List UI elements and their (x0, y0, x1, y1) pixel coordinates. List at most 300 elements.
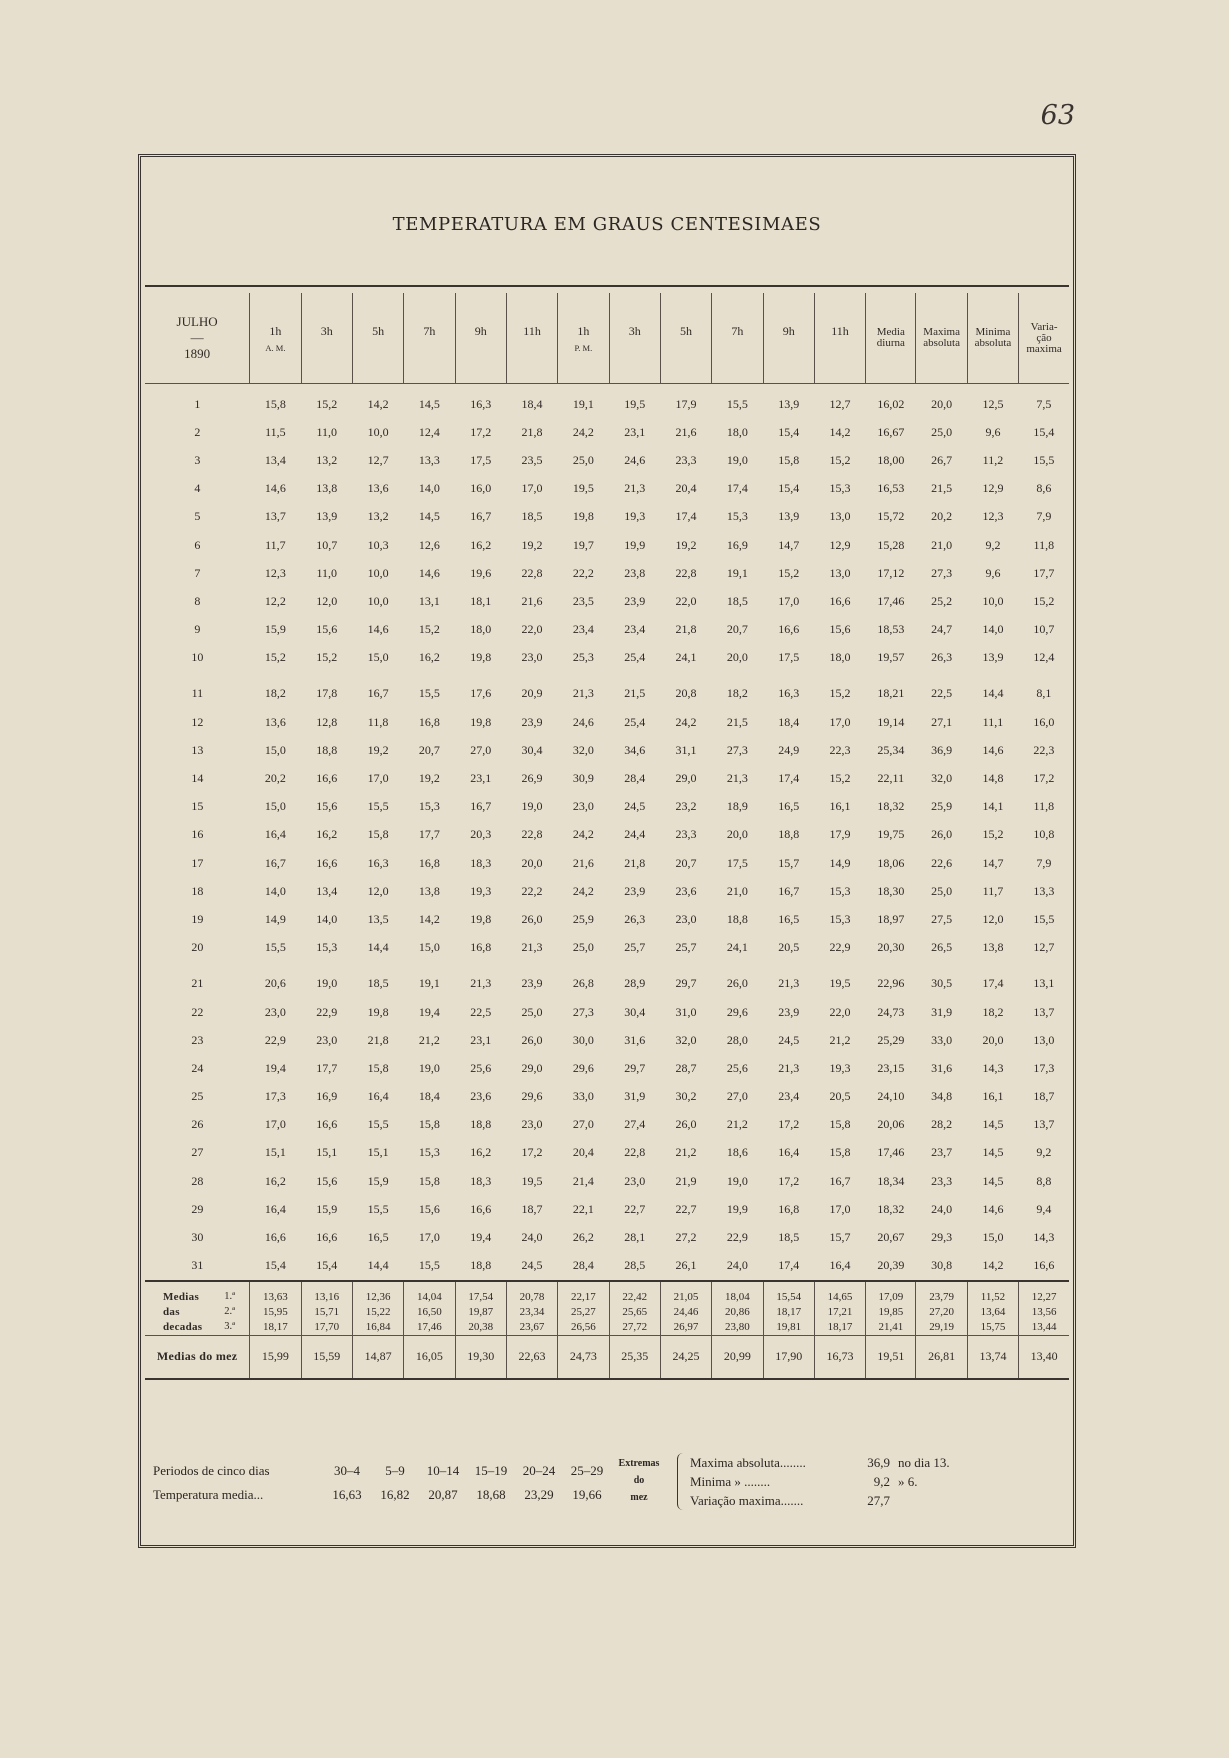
table-row (145, 934, 1069, 962)
decade-mean-cell: 18,17 (763, 1305, 814, 1320)
temperature-cell: 9,2 (985, 537, 1001, 552)
decade-mean-cell: 15,95 (263, 1306, 288, 1319)
temperature-cell: 20,7 (726, 622, 748, 637)
temperature-cell: 15,6 (316, 799, 338, 814)
month-mean-cell: 20,99 (712, 1335, 763, 1379)
temperature-cell: 25,34 (877, 742, 905, 757)
temperature-cell: 21,5 (726, 714, 748, 729)
temperature-cell: 12,8 (316, 714, 338, 729)
temperature-cell: 23,5 (521, 452, 543, 467)
temperature-cell: 30,8 (931, 1258, 953, 1273)
temperature-cell: 16,7 (829, 1173, 851, 1188)
temperature-cell: 13,0 (829, 565, 851, 580)
temperature-cell: 16,67 (877, 424, 905, 439)
temperature-cell: 17,2 (778, 1117, 800, 1132)
temperature-cell: 17,4 (778, 1258, 800, 1273)
hour-sub: P. M. (574, 342, 593, 353)
temperature-cell: 30,9 (572, 771, 594, 786)
temperature-cell: 15,72 (877, 509, 905, 524)
temperature-cell: 16,2 (418, 650, 440, 665)
table-row (145, 1139, 1069, 1167)
decade-mean-cell: 17,21 (814, 1305, 865, 1320)
month-mean-cell: 14,87 (352, 1335, 403, 1379)
temperature-cell: 19,5 (624, 396, 646, 411)
temperature-cell: 14,9 (264, 911, 286, 926)
temperature-cell: 26,2 (572, 1230, 594, 1245)
hour-label: 1h (577, 323, 590, 338)
hour-sub (507, 343, 557, 353)
temperature-cell: 17,7 (316, 1060, 338, 1075)
temperature-cell: 21,6 (675, 424, 697, 439)
gap-cell (145, 672, 1069, 680)
decade-mean-cell: 23,34 (506, 1305, 557, 1320)
temperature-cell: 13,9 (778, 396, 800, 411)
temperature-cell: 27,3 (931, 565, 953, 580)
temperature-cell: 22,8 (624, 1145, 646, 1160)
temperature-cell: 19,4 (418, 1004, 440, 1019)
temperature-cell: 16,7 (367, 686, 389, 701)
temperature-cell: 27,0 (726, 1089, 748, 1104)
extreme-value: 36,9 (867, 1454, 890, 1470)
temperature-cell: 18,5 (726, 593, 748, 608)
temperature-cell: 19,3 (829, 1060, 851, 1075)
decade-number (224, 1305, 301, 1320)
table-row (145, 708, 1069, 736)
temperature-cell: 20,0 (726, 827, 748, 842)
temperature-cell: 15,9 (264, 622, 286, 637)
table-row (145, 1252, 1069, 1281)
temperature-cell: 19,2 (367, 742, 389, 757)
temperature-cell: 22,7 (624, 1201, 646, 1216)
temperature-cell: 15,6 (316, 1173, 338, 1188)
temperature-cell: 15,8 (367, 827, 389, 842)
temperature-cell: 13,9 (982, 650, 1004, 665)
temperature-cell: 17,0 (829, 714, 851, 729)
temperature-cell: 17,2 (1033, 771, 1055, 786)
temperature-cell: 28,4 (624, 771, 646, 786)
temperature-cell: 12,9 (982, 481, 1004, 496)
temperature-cell: 31,9 (931, 1004, 953, 1019)
temperature-cell: 10,7 (316, 537, 338, 552)
temperature-cell: 14,2 (367, 396, 389, 411)
temperature-cell: 7,9 (1036, 509, 1052, 524)
temperature-cell: 21,3 (778, 1060, 800, 1075)
temperature-cell: 31,6 (624, 1032, 646, 1047)
temperature-cell: 17,2 (778, 1173, 800, 1188)
temperature-cell: 18,5 (367, 976, 389, 991)
temperature-cell: 15,1 (264, 1145, 286, 1160)
temperature-cell: 14,5 (982, 1117, 1004, 1132)
temperature-cell: 25,7 (675, 940, 697, 955)
temperature-cell: 16,9 (316, 1089, 338, 1104)
table-row (145, 390, 1069, 418)
temperature-cell: 15,5 (1033, 452, 1055, 467)
day-number: 31 (191, 1258, 204, 1273)
temperature-cell: 24,1 (675, 650, 697, 665)
temperature-cell: 29,6 (572, 1060, 594, 1075)
temperature-cell: 14,3 (1033, 1230, 1055, 1245)
day-number: 7 (194, 565, 201, 580)
temperature-cell: 23,9 (624, 883, 646, 898)
decade-mean-cell: 25,65 (609, 1305, 660, 1320)
period-range: 15–19 (474, 1463, 508, 1478)
temperature-cell: 19,3 (624, 509, 646, 524)
temperature-cell: 24,2 (572, 883, 594, 898)
temperature-cell: 20,5 (829, 1089, 851, 1104)
temperature-cell: 18,3 (470, 855, 492, 870)
temperature-cell: 21,9 (675, 1173, 697, 1188)
period-temp: 23,29 (524, 1487, 554, 1502)
header-row (145, 293, 1069, 384)
temperature-cell: 8,8 (1036, 1173, 1052, 1188)
temperature-cell: 22,2 (521, 883, 543, 898)
hour-header (352, 293, 403, 384)
temperature-cell: 15,4 (778, 424, 800, 439)
decade-mean-cell: 20,38 (455, 1320, 506, 1336)
temperature-cell: 19,0 (316, 976, 338, 991)
temperature-cell: 24,0 (931, 1201, 953, 1216)
temperature-cell: 13,1 (418, 593, 440, 608)
temperature-cell: 19,1 (418, 976, 440, 991)
temperature-cell: 13,4 (316, 883, 338, 898)
decade-mean-row (145, 1281, 1069, 1305)
temperature-cell: 18,32 (877, 1201, 905, 1216)
hour-header (814, 293, 865, 384)
temperature-cell: 12,7 (829, 396, 851, 411)
temperature-cell: 15,7 (829, 1230, 851, 1245)
temperature-cell: 29,7 (675, 976, 697, 991)
temperature-cell: 20,39 (877, 1258, 905, 1273)
period-temps-row (153, 1483, 611, 1507)
temperature-cell: 8,6 (1036, 481, 1052, 496)
temperature-cell: 18,1 (470, 593, 492, 608)
temperature-cell: 15,0 (264, 742, 286, 757)
hour-label: 9h (474, 323, 487, 338)
temperature-cell: 18,6 (726, 1145, 748, 1160)
day-number: 5 (194, 509, 201, 524)
temperature-cell: 16,5 (778, 799, 800, 814)
temperature-cell: 14,4 (982, 686, 1004, 701)
temperature-cell: 16,6 (316, 855, 338, 870)
temperature-cell: 27,5 (931, 911, 953, 926)
temperature-cell: 24,2 (675, 714, 697, 729)
temperature-cell: 17,9 (675, 396, 697, 411)
temperature-cell: 17,0 (264, 1117, 286, 1132)
month-mean-cell: 26,81 (916, 1335, 967, 1379)
temperature-cell: 17,46 (877, 593, 905, 608)
temperature-cell: 12,7 (1033, 940, 1055, 955)
temperature-cell: 17,4 (982, 976, 1004, 991)
day-number: 15 (191, 799, 204, 814)
temperature-cell: 7,9 (1036, 855, 1052, 870)
hour-header (250, 293, 301, 384)
temperature-cell: 17,46 (877, 1145, 905, 1160)
temperature-cell: 20,5 (778, 940, 800, 955)
decade-mean-cell: 17,09 (866, 1281, 916, 1305)
table-row (145, 1054, 1069, 1082)
temperature-cell: 24,7 (931, 622, 953, 637)
day-number: 6 (194, 537, 201, 552)
temperature-cell: 25,9 (572, 911, 594, 926)
temperature-cell: 18,21 (877, 686, 905, 701)
temperature-cell: 19,1 (726, 565, 748, 580)
temperature-cell: 21,2 (675, 1145, 697, 1160)
temperature-cell: 23,9 (624, 593, 646, 608)
temperature-cell: 15,2 (829, 686, 851, 701)
temperature-cell: 25,9 (931, 799, 953, 814)
temperature-cell: 15,5 (1033, 911, 1055, 926)
temperature-cell: 32,0 (931, 771, 953, 786)
decade-mean-cell: 18,04 (712, 1281, 763, 1305)
decade-mean-cell: 27,20 (916, 1305, 967, 1320)
temperature-cell: 17,2 (470, 424, 492, 439)
temperature-cell: 22,8 (521, 827, 543, 842)
temperature-cell: 16,8 (418, 855, 440, 870)
temperature-cell: 11,5 (265, 424, 286, 439)
extreme-name: Variação maxima....... (690, 1492, 804, 1508)
temperature-cell: 26,5 (931, 940, 953, 955)
decade-mean-cell: 14,65 (814, 1281, 865, 1305)
temperature-cell: 16,2 (470, 537, 492, 552)
temperature-cell: 18,2 (726, 686, 748, 701)
temperature-cell: 19,4 (264, 1060, 286, 1075)
decade-mean-row (145, 1305, 1069, 1320)
stat-header-line: ção (1036, 331, 1052, 344)
temperature-cell: 15,5 (367, 1117, 389, 1132)
temperature-cell: 23,2 (675, 799, 697, 814)
period-range: 10–14 (426, 1463, 460, 1478)
table-row (145, 849, 1069, 877)
temperature-cell: 24,6 (624, 452, 646, 467)
temperature-cell: 15,3 (829, 481, 851, 496)
temperature-cell: 18,0 (726, 424, 748, 439)
temperature-cell: 12,6 (418, 537, 440, 552)
temperature-cell: 23,4 (778, 1089, 800, 1104)
temperature-cell: 15,3 (829, 883, 851, 898)
period-temp: 16,63 (332, 1487, 362, 1502)
temperature-cell: 19,0 (726, 452, 748, 467)
temperature-cell: 19,0 (521, 799, 543, 814)
temperature-cell: 26,0 (726, 976, 748, 991)
temperature-cell: 15,5 (264, 940, 286, 955)
temperature-cell: 16,3 (367, 855, 389, 870)
temperature-cell: 26,0 (931, 827, 953, 842)
temperature-cell: 16,6 (829, 593, 851, 608)
temperature-cell: 24,2 (572, 827, 594, 842)
decade-mean-cell: 16,84 (352, 1320, 403, 1336)
temperature-cell: 15,5 (418, 686, 440, 701)
temperature-cell: 32,0 (675, 1032, 697, 1047)
temperature-cell: 33,0 (931, 1032, 953, 1047)
temperature-cell: 19,14 (877, 714, 905, 729)
decade-mean-cell: 17,46 (404, 1320, 455, 1336)
decade-number: 1.ª (224, 1291, 236, 1303)
month-mean-cell: 13,40 (1019, 1335, 1069, 1379)
temperature-cell: 18,8 (470, 1258, 492, 1273)
hour-header (660, 293, 711, 384)
temperature-cell: 14,7 (778, 537, 800, 552)
footer-summary (153, 1449, 1061, 1533)
temperature-cell: 19,8 (470, 714, 492, 729)
temperature-cell: 18,4 (521, 396, 543, 411)
month-mean-label: Medias do mez (145, 1335, 250, 1379)
decade-mean-cell: 22,17 (558, 1281, 609, 1305)
temperature-cell: 19,8 (470, 911, 492, 926)
day-number: 3 (194, 452, 201, 467)
hour-label: 3h (628, 323, 641, 338)
hour-sub (610, 343, 660, 353)
temperature-cell: 23,0 (521, 1117, 543, 1132)
temperature-cell: 21,3 (624, 481, 646, 496)
hour-sub (302, 343, 352, 353)
temperature-cell: 14,0 (316, 911, 338, 926)
temperature-cell: 16,7 (470, 799, 492, 814)
temperature-cell: 18,3 (470, 1173, 492, 1188)
temperature-cell: 19,7 (572, 537, 594, 552)
temperature-cell: 27,0 (572, 1117, 594, 1132)
temperature-cell: 25,3 (572, 650, 594, 665)
temperature-cell: 17,8 (316, 686, 338, 701)
temperature-cell: 13,1 (1033, 976, 1055, 991)
temperature-cell: 15,3 (829, 911, 851, 926)
temperature-cell: 23,0 (675, 911, 697, 926)
month-dash: — (190, 330, 204, 345)
temperature-cell: 24,0 (726, 1258, 748, 1273)
temperature-cell: 16,2 (316, 827, 338, 842)
temperature-cell: 34,6 (624, 742, 646, 757)
temperature-cell: 9,2 (1036, 1145, 1052, 1160)
table-row (145, 531, 1069, 559)
temperature-cell: 23,8 (624, 565, 646, 580)
day-number: 13 (191, 742, 204, 757)
temperature-cell: 27,1 (931, 714, 953, 729)
temperature-cell: 18,2 (982, 1004, 1004, 1019)
temperature-cell: 17,2 (521, 1145, 543, 1160)
day-number: 4 (194, 481, 201, 496)
temperature-cell: 15,8 (829, 1145, 851, 1160)
temperature-cell: 20,4 (675, 481, 697, 496)
temperature-cell: 13,6 (367, 481, 389, 496)
temperature-cell: 22,3 (1033, 742, 1055, 757)
hour-header (506, 293, 557, 384)
temperature-cell: 18,34 (877, 1173, 905, 1188)
decade-mean-cell: 22,42 (609, 1281, 660, 1305)
temperature-cell: 23,3 (931, 1173, 953, 1188)
temperature-cell: 13,2 (316, 452, 338, 467)
decade-mean-cell: 26,56 (558, 1320, 609, 1336)
temperature-cell: 23,0 (624, 1173, 646, 1188)
extremes-label-line: Extremas (618, 1458, 660, 1469)
temperature-cell: 22,9 (316, 1004, 338, 1019)
temperature-cell: 14,0 (418, 481, 440, 496)
hour-label: 1h (269, 323, 282, 338)
hour-label: 11h (523, 323, 541, 338)
table-row (145, 1111, 1069, 1139)
temperature-cell: 10,8 (1033, 827, 1055, 842)
temperature-cell: 21,8 (367, 1032, 389, 1047)
temperature-cell: 21,8 (675, 622, 697, 637)
temperature-cell: 16,9 (726, 537, 748, 552)
temperature-cell: 15,9 (316, 1201, 338, 1216)
temperature-cell: 18,0 (829, 650, 851, 665)
temperature-cell: 16,6 (1033, 1258, 1055, 1273)
table-row (145, 821, 1069, 849)
table-row (145, 418, 1069, 446)
temperature-cell: 22,9 (264, 1032, 286, 1047)
decade-label: das (163, 1306, 180, 1319)
month-mean-cell: 15,59 (301, 1335, 352, 1379)
temperature-cell: 11,8 (1033, 537, 1055, 552)
decade-mean-cell: 20,86 (712, 1305, 763, 1320)
temperature-cell: 15,3 (418, 799, 440, 814)
temperature-cell: 28,2 (931, 1117, 953, 1132)
periods-label: Periodos de cinco dias (153, 1463, 270, 1478)
temperature-cell: 28,1 (624, 1230, 646, 1245)
temperature-cell: 15,0 (982, 1230, 1004, 1245)
temperature-cell: 29,6 (726, 1004, 748, 1019)
temperature-cell: 21,5 (624, 686, 646, 701)
temperature-cell: 25,29 (877, 1032, 905, 1047)
temperature-cell: 15,6 (829, 622, 851, 637)
month-mean-cell: 16,05 (404, 1335, 455, 1379)
temperature-cell: 16,4 (264, 1201, 286, 1216)
temperature-cell: 16,6 (316, 1117, 338, 1132)
temperature-cell: 21,5 (931, 481, 953, 496)
temperature-cell: 19,0 (418, 1060, 440, 1075)
hour-label: 5h (372, 323, 385, 338)
temperature-cell: 26,1 (675, 1258, 697, 1273)
temperature-cell: 15,6 (316, 622, 338, 637)
table-row (145, 644, 1069, 672)
temperature-cell: 18,2 (264, 686, 286, 701)
temperature-cell: 19,0 (726, 1173, 748, 1188)
temperature-cell: 22,5 (470, 1004, 492, 1019)
temperature-cell: 31,6 (931, 1060, 953, 1075)
temperature-cell: 13,9 (316, 509, 338, 524)
decade-mean-cell: 26,97 (660, 1320, 711, 1336)
temperature-cell: 12,2 (264, 593, 286, 608)
temperature-cell: 9,4 (1036, 1201, 1052, 1216)
temperature-cell: 13,7 (1033, 1117, 1055, 1132)
temperature-cell: 23,0 (264, 1004, 286, 1019)
temperature-cell: 22,0 (675, 593, 697, 608)
temperature-cell: 25,0 (572, 452, 594, 467)
decade-gap (145, 672, 1069, 680)
temperature-cell: 15,8 (829, 1117, 851, 1132)
temperature-cell: 16,5 (778, 911, 800, 926)
table-title: TEMPERATURA EM GRAUS CENTESIMAES (392, 214, 822, 235)
decade-mean-cell: 23,67 (506, 1320, 557, 1336)
hour-label: 7h (423, 323, 436, 338)
decade-mean-cell: 21,05 (660, 1281, 711, 1305)
temperature-cell: 21,2 (726, 1117, 748, 1132)
temperature-cell: 11,8 (367, 714, 389, 729)
temperature-cell: 17,5 (726, 855, 748, 870)
day-number: 1 (194, 396, 201, 411)
temperature-cell: 16,8 (778, 1201, 800, 1216)
period-temp: 19,66 (572, 1487, 602, 1502)
table-row (145, 1026, 1069, 1054)
temperature-cell: 13,7 (264, 509, 286, 524)
temperature-cell: 23,3 (675, 452, 697, 467)
gap-cell (145, 962, 1069, 970)
temperature-cell: 14,1 (982, 799, 1004, 814)
temperature-cell: 26,8 (572, 976, 594, 991)
hour-label: 9h (782, 323, 795, 338)
temperature-cell: 12,3 (264, 565, 286, 580)
stat-header (916, 293, 967, 384)
temperature-cell: 26,3 (931, 650, 953, 665)
